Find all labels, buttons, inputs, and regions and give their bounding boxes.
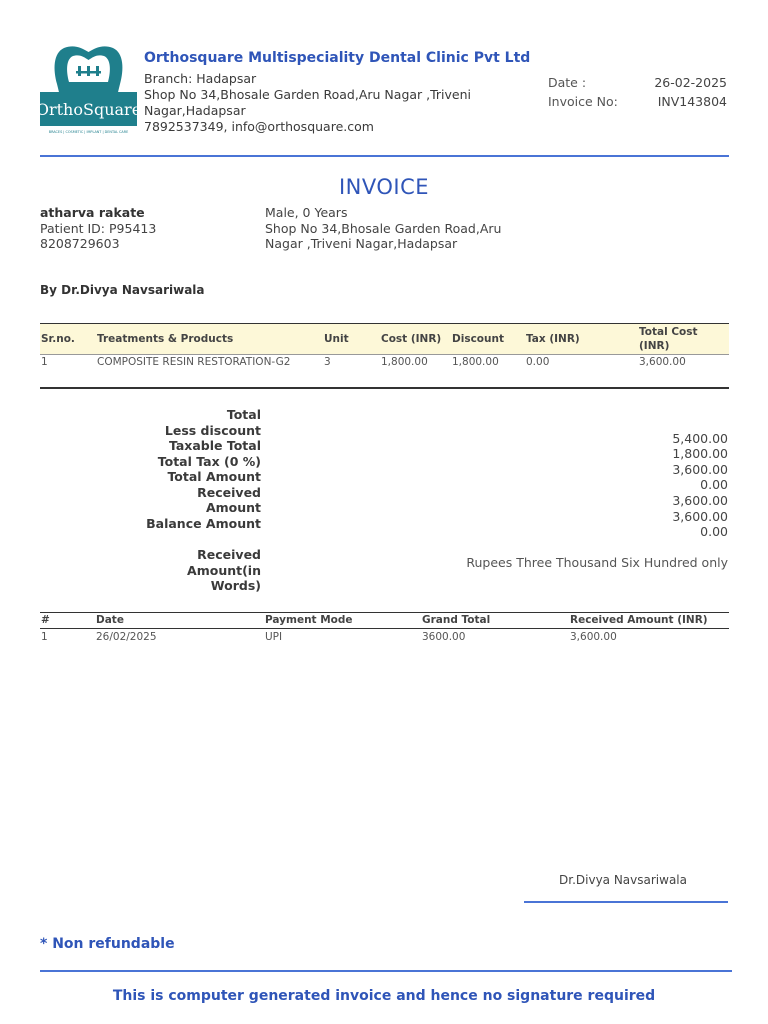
logo-tagline: BRACES | COSMETIC | IMPLANT | DENTAL CARE — [48, 130, 129, 134]
row-discount: 1,800.00 — [452, 356, 499, 368]
non-refundable-note: * Non refundable — [40, 936, 175, 952]
patient-address-line1: Shop No 34,Bhosale Garden Road,Aru — [265, 221, 502, 236]
signature-line — [524, 901, 728, 903]
total-tax-value: 0.00 — [700, 477, 728, 492]
payments-header-rule — [40, 628, 729, 629]
total-amount-value: 3,600.00 — [672, 493, 728, 508]
balance-amount-label: Balance Amount — [146, 516, 261, 531]
pay-row-num: 1 — [41, 631, 48, 643]
patient-id: Patient ID: P95413 — [40, 221, 157, 236]
less-discount-label: Less discount — [164, 423, 261, 438]
col-treatment: Treatments & Products — [97, 333, 234, 345]
patient-address-line2: Nagar ,Triveni Nagar,Hadapsar — [265, 236, 458, 251]
invoice-number-label: Invoice No: — [548, 94, 618, 109]
total-tax-label: Total Tax (0 %) — [157, 454, 261, 469]
payments-top-rule — [40, 612, 729, 613]
clinic-branch: Branch: Hadapsar — [144, 71, 257, 86]
pay-row-received: 3,600.00 — [570, 631, 617, 643]
col-unit: Unit — [324, 333, 349, 345]
signature-name: Dr.Divya Navsariwala — [559, 873, 687, 887]
row-srno: 1 — [41, 356, 48, 368]
total-value: 5,400.00 — [672, 431, 728, 446]
pay-row-mode: UPI — [265, 631, 283, 643]
taxable-total-label: Taxable Total — [168, 438, 261, 453]
pay-col-mode: Payment Mode — [265, 614, 353, 626]
row-cost: 1,800.00 — [381, 356, 428, 368]
less-discount-value: 1,800.00 — [672, 446, 728, 461]
row-tax: 0.00 — [526, 356, 550, 368]
header-divider — [40, 155, 729, 157]
treating-doctor: By Dr.Divya Navsariwala — [40, 283, 205, 297]
amount-in-words: Rupees Three Thousand Six Hundred only — [466, 555, 728, 570]
received-label: Received — [197, 485, 261, 500]
pay-col-received: Received Amount (INR) — [570, 614, 708, 626]
footer-divider — [40, 970, 732, 972]
words-label-line1: Received — [197, 547, 261, 562]
col-srno: Sr.no. — [41, 333, 75, 345]
words-label-line3: Words) — [210, 578, 261, 593]
total-label: Total — [226, 407, 261, 422]
row-total: 3,600.00 — [639, 356, 686, 368]
words-label-line2: Amount(in — [187, 563, 261, 578]
col-total-line1: Total Cost — [639, 326, 698, 338]
logo-text: OrthoSquare — [40, 100, 137, 119]
footer-note: This is computer generated invoice and hence no signature required — [112, 988, 656, 1004]
amount-label: Amount — [205, 500, 261, 515]
balance-amount-value: 0.00 — [700, 524, 728, 539]
col-tax: Tax (INR) — [526, 333, 580, 345]
date-value: 26-02-2025 — [654, 75, 727, 90]
total-amount-label: Total Amount — [167, 469, 261, 484]
row-treatment: COMPOSITE RESIN RESTORATION-G2 — [97, 356, 291, 368]
patient-phone: 8208729603 — [40, 236, 120, 251]
pay-col-date: Date — [96, 614, 124, 626]
clinic-logo — [40, 44, 137, 136]
clinic-address-line1: Shop No 34,Bhosale Garden Road,Aru Nagar ,Triveni — [144, 87, 472, 102]
pay-row-grand-total: 3600.00 — [422, 631, 466, 643]
row-unit: 3 — [324, 356, 331, 368]
clinic-name: Orthosquare Multispeciality Dental Clinic Pvt Ltd — [144, 50, 531, 66]
received-amount-value: 3,600.00 — [672, 509, 728, 524]
clinic-address-line2: Nagar,Hadapsar — [144, 103, 246, 118]
pay-col-num: # — [41, 614, 50, 626]
table-bottom-rule — [40, 387, 729, 389]
invoice-title: INVOICE — [338, 175, 430, 199]
col-cost: Cost (INR) — [381, 333, 442, 345]
patient-gender-age: Male, 0 Years — [265, 205, 348, 220]
date-label: Date : — [548, 75, 587, 90]
taxable-total-value: 3,600.00 — [672, 462, 728, 477]
pay-row-date: 26/02/2025 — [96, 631, 157, 643]
patient-name: atharva rakate — [40, 205, 145, 220]
col-total-line2: (INR) — [639, 340, 670, 352]
col-discount: Discount — [452, 333, 504, 345]
pay-col-grand-total: Grand Total — [422, 614, 491, 626]
clinic-contact: 7892537349, info@orthosquare.com — [144, 119, 374, 134]
invoice-number-value: INV143804 — [657, 94, 727, 109]
